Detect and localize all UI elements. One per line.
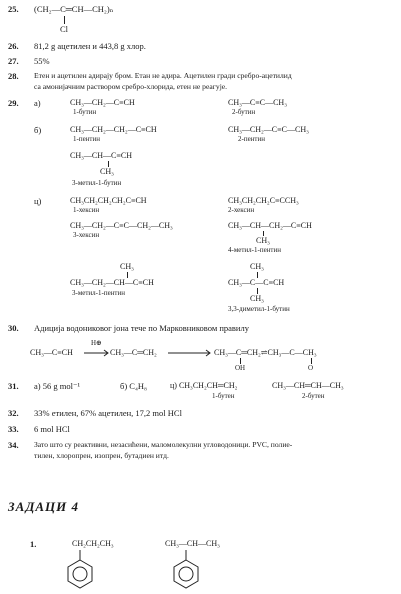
arrow-label: H⊕ xyxy=(91,339,102,347)
item-28-line2: са амонијачним раствором сребро-хлорида, етен не реагује. xyxy=(34,82,228,91)
task-1-number: 1. xyxy=(30,539,37,549)
formula-1-butyne: CH₃—CH₂—C≡CH xyxy=(70,98,135,107)
item-25-cl: Cl xyxy=(60,24,69,34)
name-2-pentyne: 2-пентин xyxy=(238,135,265,143)
item-29-b-label: б) xyxy=(34,125,42,135)
formula-2-butyne: CH₃—C≡C—CH₃ xyxy=(228,98,287,107)
name-1-hexyne: 1-хексин xyxy=(73,206,100,214)
formula-3-3-dimethyl-1-butyne: CH₃—C—C≡CH xyxy=(228,278,285,287)
item-31-b: б) C₄H₈ xyxy=(120,381,148,391)
item-30-number: 30. xyxy=(8,323,19,333)
item-28-number: 28. xyxy=(8,71,19,81)
name-1-butene: 1-бутен xyxy=(212,392,235,400)
isopropylbenzene-chain: CH₃—CH—CH₃ xyxy=(165,539,220,548)
formula-2-hexyne: CH₃CH₂CH₂C≡CCH₃ xyxy=(228,196,299,205)
formula-3-methyl-1-pentyne: CH₃—CH₂—CH—C≡CH xyxy=(70,278,154,287)
item-31-c: ц) CH₃CH₂CH═CH₂ xyxy=(170,381,238,390)
item-29-number: 29. xyxy=(8,98,19,108)
item-25-formula: (CH₂—C═CH—CH₂)ₙ xyxy=(34,4,114,14)
branch-methyl: CH₃ xyxy=(250,262,264,271)
item-31-d: CH₃—CH═CH—CH₃ xyxy=(272,381,344,390)
product-acetone: CH₃—C═CH₂⇌CH₃—C—CH₃ xyxy=(214,348,317,357)
item-34-number: 34. xyxy=(8,440,19,450)
name-2-butene: 2-бутен xyxy=(302,392,325,400)
formula-4-methyl-1-pentyne: CH₃—CH—CH₂—C≡CH xyxy=(228,221,312,230)
item-26-number: 26. xyxy=(8,41,19,51)
item-32-number: 32. xyxy=(8,408,19,418)
formula-1-pentyne: CH₃—CH₂—CH₂—C≡CH xyxy=(70,125,157,134)
name-3-methyl-1-butyne: 3-метил-1-бутин xyxy=(72,179,122,187)
item-33-text: 6 mol HCl xyxy=(34,424,70,434)
formula-1-hexyne: CH₃CH₂CH₂CH₂C≡CH xyxy=(70,196,147,205)
item-28-line1: Етен и ацетилен адирају бром. Етан не адира. Ацетилен гради сребро-ацетилид xyxy=(34,71,292,80)
branch-methyl: CH₃ xyxy=(120,262,134,271)
name-3-hexyne: 3-хексин xyxy=(73,231,100,239)
item-25-number: 25. xyxy=(8,4,19,14)
item-29-c-label: ц) xyxy=(34,196,42,206)
item-33-number: 33. xyxy=(8,424,19,434)
item-29-a-label: а) xyxy=(34,98,41,108)
item-34-line1: Зато што су реактивни, незасићени, мaломолекулни угловодоници. PVC, полие- xyxy=(34,440,293,449)
intermediate-carbocation: CH₃—C═CH₂ xyxy=(110,348,157,357)
branch-methyl: CH₃ xyxy=(256,236,270,245)
formula-2-pentyne: CH₃—CH₂—C≡C—CH₃ xyxy=(228,125,309,134)
branch-methyl: CH₃ xyxy=(250,294,264,303)
reactant-propyne: CH₃—C≡CH xyxy=(30,348,73,357)
item-32-text: 33% етилен, 67% ацетилен, 17,2 mol HCl xyxy=(34,408,182,418)
benzene-ring-1 xyxy=(68,560,92,588)
benzene-ring-2 xyxy=(174,560,198,588)
name-2-butyne: 2-бутин xyxy=(232,108,256,116)
item-31-number: 31. xyxy=(8,381,19,391)
name-1-butyne: 1-бутин xyxy=(73,108,97,116)
name-3-methyl-1-pentyne: 3-метил-1-пентин xyxy=(72,289,125,297)
name-4-methyl-1-pentyne: 4-метил-1-пентин xyxy=(228,246,281,254)
item-30-text: Адиција водониковог јона тече по Марковниковом правилу xyxy=(34,323,249,333)
item-31-a: а) 56 g mol⁻¹ xyxy=(34,381,80,391)
formula-3-hexyne: CH₃—CH₂—C≡C—CH₂—CH₃ xyxy=(70,221,173,230)
oh-group: OH xyxy=(235,364,246,372)
name-2-hexyne: 2-хексин xyxy=(228,206,255,214)
section-heading: ЗАДАЦИ 4 xyxy=(8,499,79,514)
formula-3-methyl-1-butyne: CH₃—CH—C≡CH xyxy=(70,151,132,160)
branch-methyl: CH₃ xyxy=(100,167,114,176)
item-27-text: 55% xyxy=(34,56,50,66)
name-1-pentyne: 1-пентин xyxy=(73,135,100,143)
item-34-line2: тилен, хлоропрен, изопрен, бутадиен итд. xyxy=(34,451,169,460)
oxygen-atom: O xyxy=(308,364,314,372)
item-26-text: 81,2 g ацетилен и 443,8 g хлор. xyxy=(34,41,146,51)
name-3-3-dimethyl-1-butyne: 3,3-диметил-1-бутин xyxy=(228,305,290,313)
propylbenzene-chain: CH₂CH₂CH₃ xyxy=(72,539,114,548)
item-27-number: 27. xyxy=(8,56,19,66)
